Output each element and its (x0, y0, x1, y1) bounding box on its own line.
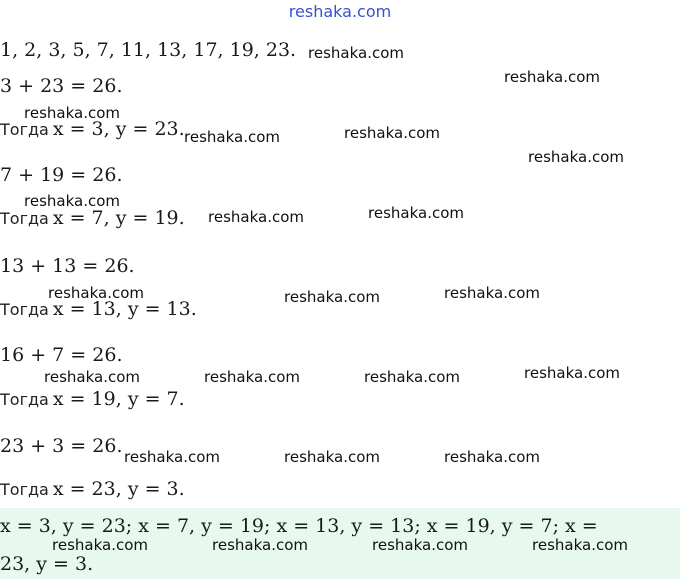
watermark: reshaka.com (184, 128, 280, 146)
primes-list: 1, 2, 3, 5, 7, 11, 13, 17, 19, 23. (0, 39, 297, 61)
site-logo[interactable]: reshaka.com (288, 2, 392, 21)
watermark: reshaka.com (528, 148, 624, 166)
step-3-result: x = 13, y = 13. (52, 298, 197, 320)
watermark: reshaka.com (48, 284, 144, 302)
watermark: reshaka.com (372, 536, 468, 554)
watermark: reshaka.com (368, 204, 464, 222)
answer-line-2: 23, y = 3. (0, 553, 94, 575)
watermark: reshaka.com (24, 192, 120, 210)
watermark: reshaka.com (204, 368, 300, 386)
step-4-sum: 16 + 7 = 26. (0, 344, 123, 366)
step-1-sum: 3 + 23 = 26. (0, 75, 123, 97)
step-5-result-row (0, 478, 185, 500)
watermark: reshaka.com (44, 368, 140, 386)
answer-line-1: x = 3, y = 23; x = 7, y = 19; x = 13, y = 13; x = 19, y = 7; x = (0, 515, 598, 537)
step-5-sum: 23 + 3 = 26. (0, 435, 123, 457)
watermark: reshaka.com (24, 104, 120, 122)
step-4-prefix: Тогда (0, 390, 49, 409)
step-5-result: x = 23, y = 3. (52, 478, 185, 500)
watermark: reshaka.com (212, 536, 308, 554)
watermark: reshaka.com (52, 536, 148, 554)
watermark: reshaka.com (364, 368, 460, 386)
step-2-result: x = 7, y = 19. (52, 207, 185, 229)
step-4-result-row (0, 388, 185, 410)
step-2-prefix: Тогда (0, 209, 49, 228)
step-4-result: x = 19, y = 7. (52, 388, 185, 410)
step-5-prefix: Тогда (0, 480, 49, 499)
watermark: reshaka.com (444, 448, 540, 466)
watermark: reshaka.com (124, 448, 220, 466)
watermark: reshaka.com (504, 68, 600, 86)
watermark: reshaka.com (344, 124, 440, 142)
step-1-prefix: Тогда (0, 120, 49, 139)
watermark: reshaka.com (284, 288, 380, 306)
watermark: reshaka.com (308, 44, 404, 62)
step-1-result: x = 3, y = 23. (52, 118, 185, 140)
step-3-sum: 13 + 13 = 26. (0, 255, 135, 277)
step-2-sum: 7 + 19 = 26. (0, 164, 123, 186)
step-2-result-row (0, 207, 185, 229)
step-3-prefix: Тогда (0, 300, 49, 319)
watermark: reshaka.com (284, 448, 380, 466)
watermark: reshaka.com (524, 364, 620, 382)
watermark: reshaka.com (208, 208, 304, 226)
watermark: reshaka.com (532, 536, 628, 554)
watermark: reshaka.com (444, 284, 540, 302)
